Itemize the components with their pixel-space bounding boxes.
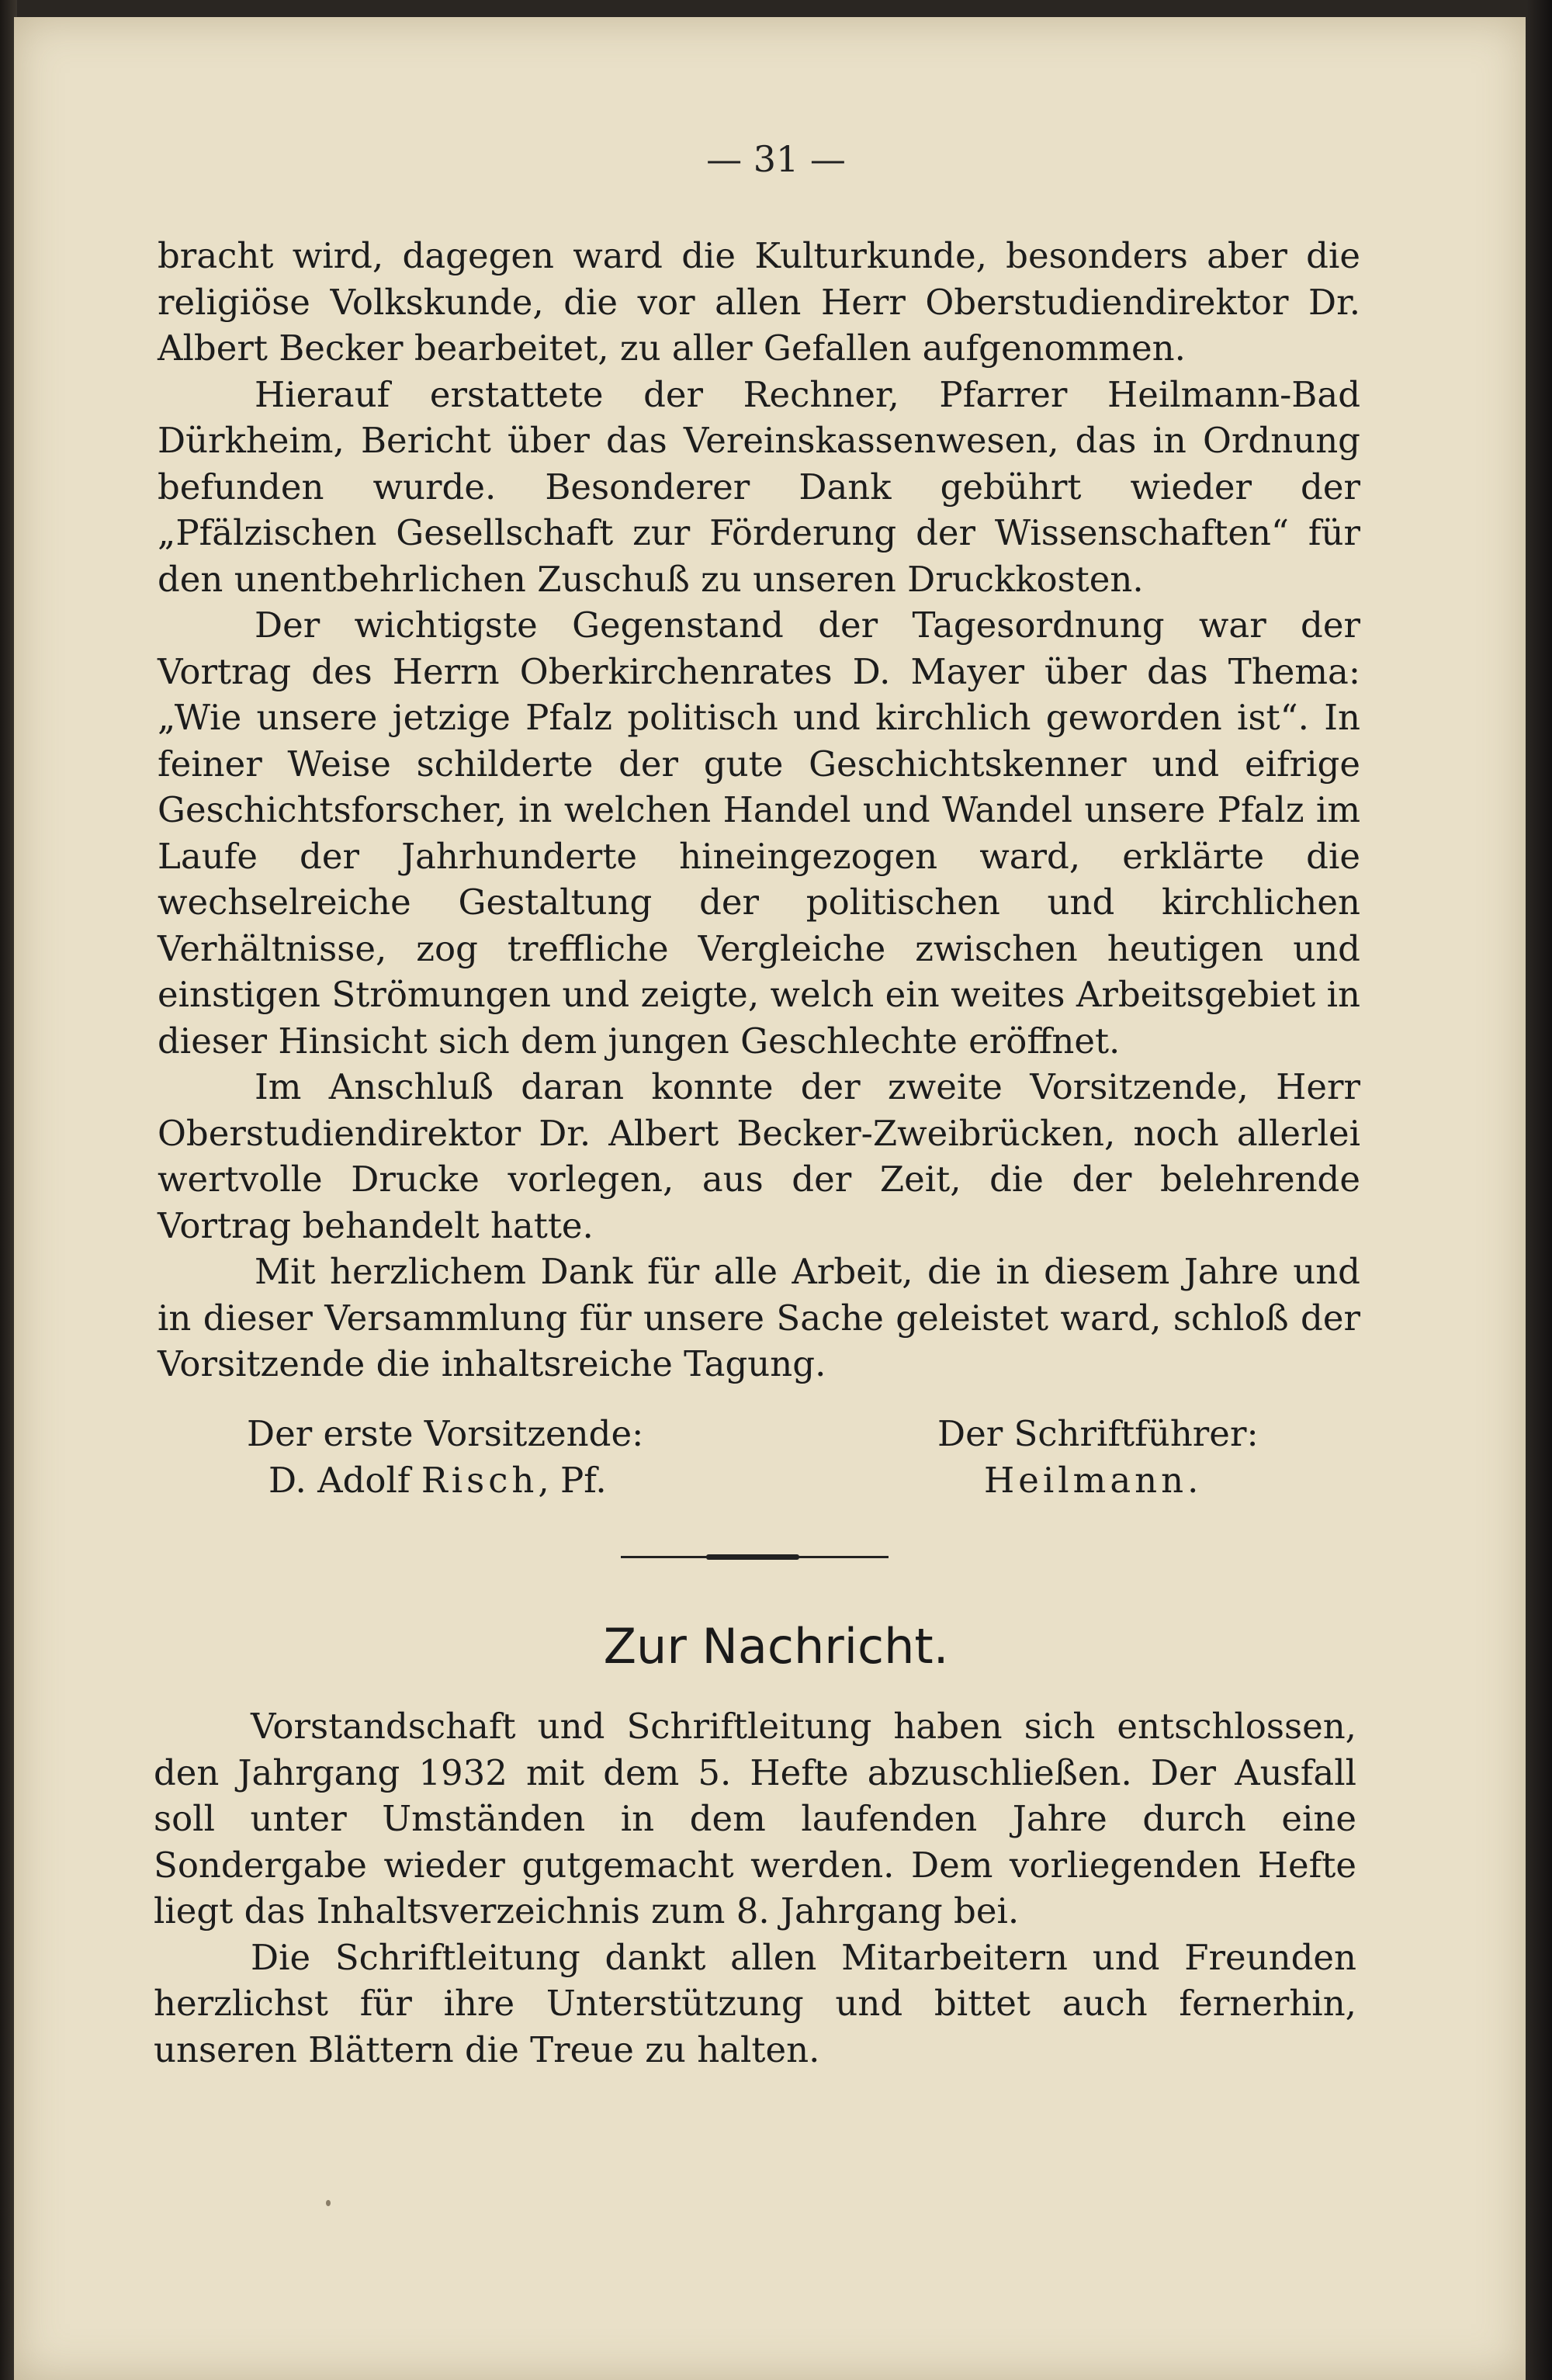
page-number: — 31 — — [706, 138, 846, 180]
notice-paragraph-2: Die Schriftleitung dankt allen Mitarbeitern und Freunden herzlichst für ihre Unterstützung und bittet auch fernerhin, unseren Blättern die Treue zu halten. — [154, 1936, 1356, 2070]
paragraph-2: Hierauf erstattete der Rechner, Pfarrer Heilmann-Bad Dürkheim, Bericht über das Vereinskassenwesen, das in Ordnung befunden wurde. Besonderer Dank gebührt wieder der „Pfälzischen Gesellschaft zur Förderung der Wissenschaften“ für den unentbehrlichen Zuschuß zu unseren Druckkosten. — [158, 373, 1360, 600]
signature-secretary — [937, 1411, 1259, 1503]
section-divider — [621, 1556, 889, 1558]
paragraph-4: Im Anschluß daran konnte der zweite Vorsitzende, Herr Oberstudiendirektor Dr. Albert Becker-Zweibrücken, noch allerlei wertvolle Drucke vorlegen, aus der Zeit, die der belehrende Vortrag behandelt hatte. — [158, 1066, 1360, 1246]
chairman-name-prefix: D. Adolf — [268, 1459, 411, 1501]
chairman-name-suffix: , Pf. — [538, 1459, 607, 1501]
report-body — [158, 233, 1360, 1387]
chairman-title: Der erste Vorsitzende: — [247, 1413, 644, 1454]
signature-block — [247, 1411, 1333, 1519]
secretary-name: Heilmann. — [984, 1459, 1203, 1501]
secretary-title: Der Schriftführer: — [937, 1413, 1259, 1454]
ink-speck — [326, 2200, 331, 2206]
chairman-surname: Risch — [421, 1459, 539, 1501]
notice-paragraph-1: Vorstandschaft und Schriftleitung haben sich entschlossen, den Jahrgang 1932 mit dem 5. Hefte abzuschließen. Der Ausfall soll unter Umständen in dem laufenden Jahre durch eine Sondergabe wieder gutgemacht werden. Dem vorliegenden Hefte liegt das Inhaltsverzeichnis zum 8. Jahrgang bei. — [154, 1706, 1356, 1931]
signature-chairman — [247, 1411, 643, 1503]
chairman-name — [247, 1457, 643, 1504]
paragraph-1: bracht wird, dagegen ward die Kulturkunde, besonders aber die religiöse Volkskunde, die vor allen Herr Oberstudiendirektor Dr. Albert Becker bearbeitet, zu aller Gefallen aufgenommen. — [158, 235, 1360, 369]
paragraph-5: Mit herzlichem Dank für alle Arbeit, die in diesem Jahre und in dieser Versammlung für unsere Sache geleistet ward, schloß der Vorsitzende die inhaltsreiche Tagung. — [158, 1251, 1360, 1384]
notice-body — [154, 1703, 1356, 2073]
book-spine-right — [1526, 0, 1552, 2380]
paragraph-3: Der wichtigste Gegenstand der Tagesordnung war der Vortrag des Herrn Oberkirchenrates D. Mayer über das Thema: „Wie unsere jetzige Pfalz politisch und kirchlich geworden ist“. In feiner Weise schilderte der gute Geschichtskenner und eifrige Geschichtsforscher, in welchen Handel und Wandel unsere Pfalz im Laufe der Jahrhunderte hineingezogen ward, erklärte die wechselreiche Gestaltung der politischen und kirchlichen Verhältnisse, zog treffliche Vergleiche zwischen heutigen und einstigen Strömungen und zeigte, welch ein weites Arbeitsgebiet in dieser Hinsicht sich dem jungen Geschlechte eröffnet. — [158, 605, 1360, 1062]
notice-heading: Zur Nachricht. — [603, 1618, 949, 1675]
